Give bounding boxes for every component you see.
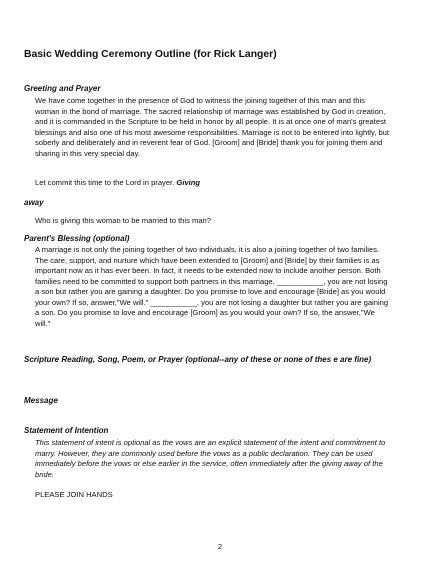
heading-giving-end: away bbox=[24, 198, 44, 207]
closing-instruction: PLEASE JOIN HANDS bbox=[35, 490, 113, 499]
heading-scripture-reading: Scripture Reading, Song, Poem, or Prayer (optional--any of these or none of thes e are fine) bbox=[24, 355, 372, 364]
heading-parents-blessing: Parent's Blessing (optional) bbox=[24, 234, 130, 243]
paragraph-giving-away: Who is giving this woman to be married to this man? bbox=[35, 216, 211, 225]
prayer-text: Let commit this time to the Lord in prayer. bbox=[35, 178, 175, 187]
paragraph-greeting: We have come together in the presence of God to witness the joining together of this man and this woman in the bond of marriage. The sacred relationship of marriage was established by God in creation, and it is commanded in the Scripture to be held in honor by all people. It is at once one of man's greatest blessings and also one of his most awesome responsibilities. Marriage is not to be entered into lightly, but soberly and deliberately and in reverent fear of God. [Groom] and [Bride] thank you for joining them and sharing in this very special day. bbox=[35, 96, 390, 158]
heading-message: Message bbox=[24, 396, 58, 405]
heading-giving-start: Giving bbox=[176, 178, 201, 187]
paragraph-parents-blessing: A marriage is not only the joining together of two individuals, it is also a joining together of two families. The care, support, and nurture which have been extended to [Groom] and [Bride] by their families is as important now as it has ever been. In fact, it needs to be extended now to include another person. Both families need to be committed to support both partners in this marriage. ___________, you are not losing a son but rather you are gaining a daughter. Do you promise to love and encourage [Bride] as you would your own? If so, answer,"We will." ___________, you are not losing a daughter but rather you are gaining a son. Do you promise to love and encourage [Groom] as you would your own? If so, the answer,"We will." bbox=[35, 245, 389, 328]
document-title: Basic Wedding Ceremony Outline (for Rick Langer) bbox=[24, 49, 277, 60]
paragraph-statement-of-intention: This statement of intent is optional as the vows are an explicit statement of the intent and commitment to marry. However, they are commonly used before the vows as a public declaration. They can be used immediately before the vows or else earlier in the service, often immediately after the giving away of the bride. bbox=[35, 438, 386, 479]
heading-statement-of-intention: Statement of Intention bbox=[24, 426, 109, 435]
page-number: 2 bbox=[217, 542, 223, 551]
prayer-line bbox=[35, 178, 200, 187]
heading-greeting-and-prayer: Greeting and Prayer bbox=[24, 84, 101, 93]
